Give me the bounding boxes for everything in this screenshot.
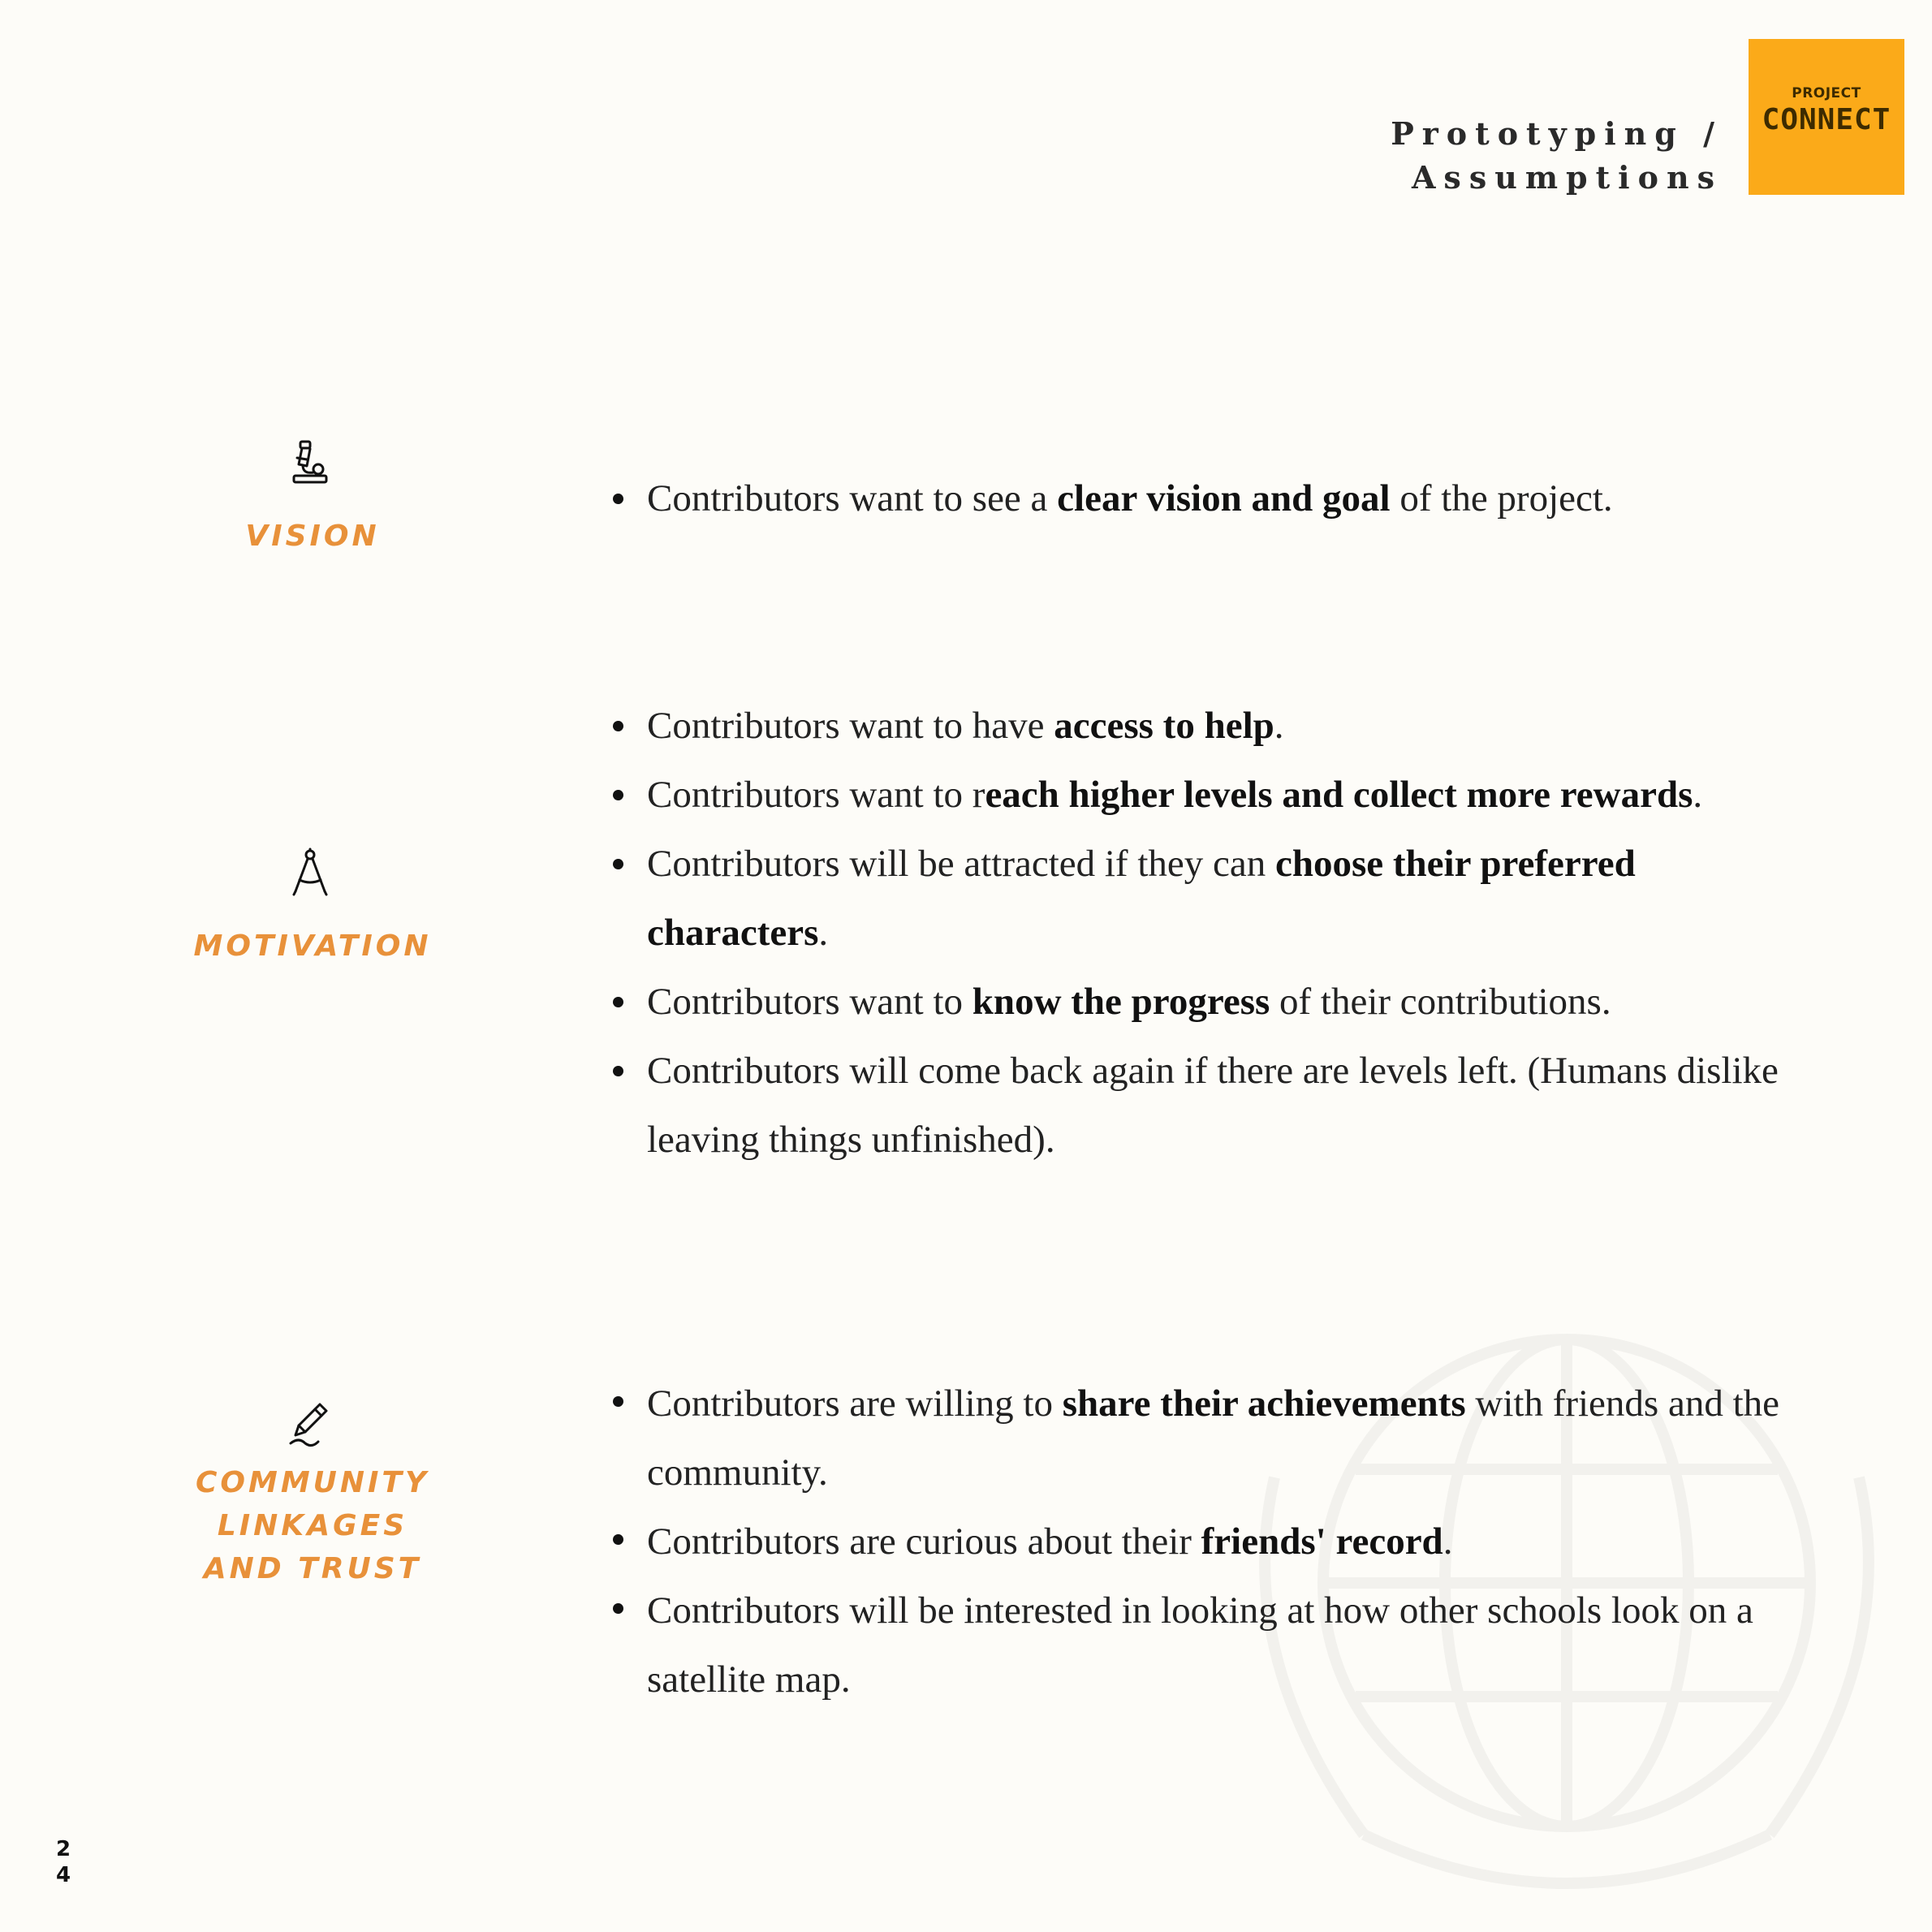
- bullet-item: [613, 464, 1814, 533]
- community-label-line-3: AND TRUST: [203, 1552, 422, 1585]
- bullet-item: [613, 761, 1814, 830]
- bullet-text: Contributors are willing to: [647, 1382, 1063, 1425]
- bullet-text: Contributors will come back again if there are levels left. (Humans dislike leaving things unfinished).: [647, 1050, 1779, 1161]
- bullet-item: [613, 1576, 1814, 1714]
- bullet-bold-text: know the progress: [972, 981, 1270, 1023]
- bullet-item: [613, 830, 1814, 968]
- bullet-item: [613, 968, 1814, 1037]
- bullet-text: .: [1274, 705, 1284, 747]
- bullet-bold-text: choose their preferred characters: [647, 843, 1636, 954]
- bullet-text: Contributors will be interested in looking at how other schools look on a satellite map.: [647, 1589, 1753, 1701]
- community-label-line-2: LINKAGES: [217, 1509, 408, 1542]
- bullet-bold-text: access to help: [1054, 705, 1274, 747]
- bullet-text: Contributors want to r: [647, 774, 985, 816]
- bullet-text: Contributors want to: [647, 981, 972, 1023]
- bullet-bold-text: friends' record: [1201, 1520, 1443, 1563]
- logo-main-text: CONNECT: [1762, 102, 1891, 136]
- compass-icon: [289, 847, 331, 896]
- page-number-digit-2: 4: [55, 1863, 71, 1887]
- bullet-item: [613, 1507, 1814, 1576]
- vision-bullet-list: [613, 464, 1814, 533]
- community-bullet-list: [613, 1369, 1814, 1714]
- motivation-bullet-list: [613, 692, 1814, 1175]
- bullet-text: Contributors want to see a: [647, 477, 1058, 520]
- page-title-line-1: Prototyping /: [1391, 115, 1723, 152]
- page-number-digit-1: 2: [55, 1837, 71, 1861]
- bullet-bold-text: share their achievements: [1062, 1382, 1466, 1425]
- bullet-text: .: [1693, 774, 1703, 816]
- bullet-text: .: [1443, 1520, 1453, 1563]
- microscope-icon: [289, 438, 331, 487]
- pen-icon: [287, 1399, 330, 1448]
- section-label-motivation: MOTIVATION: [193, 929, 432, 963]
- bullet-text: Contributors are curious about their: [647, 1520, 1201, 1563]
- bullet-bold-text: each higher levels and collect more rewards: [985, 774, 1693, 816]
- bullet-bold-text: clear vision and goal: [1057, 477, 1391, 520]
- bullet-text: Contributors want to have: [647, 705, 1054, 747]
- bullet-item: [613, 692, 1814, 761]
- section-label-vision: VISION: [245, 520, 380, 553]
- bullet-text: of their contributions.: [1270, 981, 1611, 1023]
- community-label-line-1: COMMUNITY: [195, 1466, 430, 1499]
- bullet-text: of the project.: [1390, 477, 1613, 520]
- bullet-item: [613, 1037, 1814, 1175]
- page-title-line-2: Assumptions: [1411, 159, 1723, 196]
- bullet-text: Contributors will be attracted if they can: [647, 843, 1275, 885]
- section-label-community: [154, 1461, 471, 1590]
- logo-top-text: PROJECT: [1792, 84, 1861, 101]
- project-connect-logo: [1749, 39, 1904, 195]
- page-number: [54, 1836, 73, 1888]
- bullet-text: .: [818, 912, 829, 954]
- bullet-item: [613, 1369, 1814, 1507]
- page-title: [1391, 112, 1723, 200]
- bullet-text: with friends and the community.: [647, 1382, 1779, 1494]
